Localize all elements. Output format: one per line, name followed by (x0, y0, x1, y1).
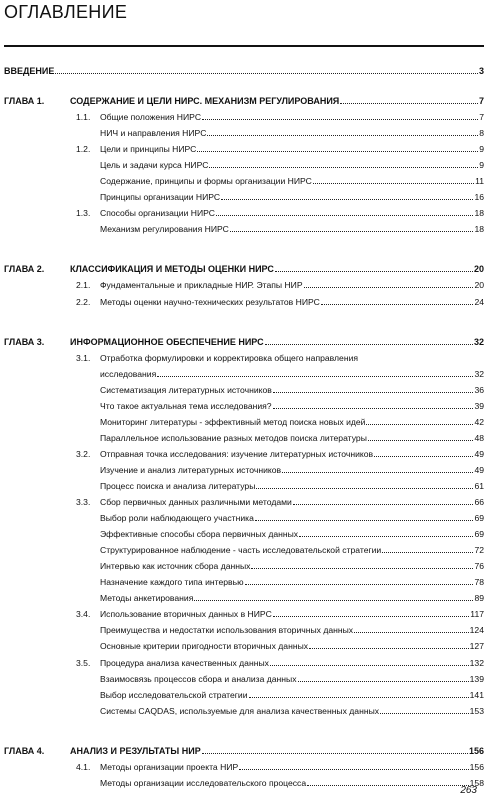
dot-leader (221, 197, 473, 200)
toc-entry-section-text: Способы организации НИРС (100, 208, 215, 219)
toc-entry-section-text: Преимущества и недостатки использования вторичных данных (100, 625, 354, 636)
toc-entry-section-text: Фундаментальные и прикладные НИР. Этапы НИР (100, 280, 303, 291)
toc-entry-section-page: 42 (474, 416, 484, 427)
dot-leader (207, 133, 478, 136)
toc-entry-section-page: 158 (469, 777, 484, 788)
dot-leader (299, 534, 473, 537)
toc-entry-section-page: 48 (474, 432, 484, 443)
toc-entry-section-text: исследования (100, 368, 157, 379)
toc-entry-section[interactable] (100, 513, 484, 523)
chapter-label: ГЛАВА 2. (4, 264, 45, 275)
toc-entry-section[interactable] (100, 545, 484, 555)
dot-leader (282, 470, 473, 473)
toc-entry-section[interactable] (100, 401, 484, 411)
toc-entry-text-line: Отработка формулировки и корректировка общего направления (100, 352, 359, 363)
toc-entry-section-page: 89 (474, 593, 484, 604)
dot-leader (340, 101, 478, 104)
dot-leader (245, 582, 474, 585)
toc-entry-section[interactable] (100, 280, 484, 290)
toc-entry-chapter[interactable] (70, 746, 484, 756)
toc-entry-section[interactable] (100, 369, 484, 379)
dot-leader (202, 751, 468, 754)
section-number: 3.1. (76, 352, 91, 363)
section-number: 3.3. (76, 497, 91, 507)
toc-entry-chapter-page: 32 (473, 336, 484, 347)
toc-entry-section[interactable] (100, 762, 484, 772)
toc-entry-chapter-page: 20 (473, 264, 484, 275)
dot-leader (366, 422, 473, 425)
toc-entry-section[interactable] (100, 609, 484, 619)
toc-entry-section-page: 49 (474, 464, 484, 475)
toc-entry-introduction[interactable] (4, 66, 484, 76)
toc-entry-chapter-page: 7 (478, 96, 484, 106)
toc-entry-section[interactable] (100, 529, 484, 539)
toc-entry-section-page: 69 (474, 529, 484, 540)
dot-leader (255, 518, 474, 521)
toc-entry-section-page: 9 (479, 160, 484, 171)
toc-entry-section-page: 124 (469, 625, 484, 636)
toc-entry-section[interactable] (100, 690, 484, 700)
toc-entry-chapter-text: КЛАССИФИКАЦИЯ И МЕТОДЫ ОЦЕНКИ НИРС (70, 264, 274, 275)
toc-entry-section-text: Отправная точка исследования: изучение литературных источников (100, 448, 374, 459)
toc-entry-chapter-text: ИНФОРМАЦИОННОЕ ОБЕСПЕЧЕНИЕ НИРС (70, 336, 264, 347)
toc-entry-section-page: 139 (469, 673, 484, 684)
dot-leader (374, 454, 473, 457)
toc-entry-section-page: 132 (469, 657, 484, 668)
toc-entry-section-text: Процесс поиска и анализа литературы (100, 480, 256, 491)
toc-entry-section-text: Процедура анализа качественных данных (100, 657, 269, 668)
toc-entry-section[interactable] (100, 385, 484, 395)
toc-entry-section-page: 156 (469, 761, 484, 772)
toc-entry-section[interactable] (100, 208, 484, 218)
toc-entry-section-text: Назначение каждого типа интервью (100, 577, 244, 588)
section-number: 1.2. (76, 144, 91, 155)
dot-leader (275, 269, 473, 272)
toc-entry-section[interactable] (100, 706, 484, 716)
toc-entry-section-page: 117 (470, 609, 484, 620)
toc-entry-section-text: Выбор роли наблюдающего участника (100, 513, 254, 524)
toc-entry-section-text: Содержание, принципы и формы организации НИРС (100, 176, 312, 187)
toc-entry-section[interactable] (100, 417, 484, 427)
dot-leader (157, 374, 473, 377)
toc-entry-section-text: Интервью как источник сбора данных (100, 561, 251, 572)
chapter-label: ГЛАВА 1. (4, 96, 45, 106)
section-number: 3.5. (76, 657, 91, 668)
dot-leader (273, 614, 470, 617)
section-number: 2.2. (76, 296, 91, 307)
toc-entry-chapter-page: 156 (468, 745, 484, 756)
toc-entry-section-page: 61 (474, 480, 484, 491)
dot-leader (293, 502, 474, 505)
section-number: 4.1. (76, 761, 91, 772)
toc-entry-section-text: Эффективные способы сбора первичных данных (100, 529, 299, 540)
section-number: 1.3. (76, 208, 91, 219)
toc-entry-section[interactable] (100, 192, 484, 202)
toc-entry-section[interactable] (100, 144, 484, 154)
toc-entry-section[interactable] (100, 481, 484, 491)
toc-entry-section-text: Параллельное использование разных методов поиска литературы (100, 432, 367, 443)
dot-leader (321, 302, 474, 305)
dot-leader (251, 566, 473, 569)
section-number: 3.2. (76, 448, 91, 459)
toc-entry-section-page: 16 (474, 192, 484, 203)
section-number: 1.1. (76, 112, 91, 123)
dot-leader (354, 630, 469, 633)
dot-leader (309, 646, 469, 649)
toc-entry-section-page: 20 (474, 280, 484, 291)
toc-entry-section[interactable] (100, 577, 484, 587)
toc-entry-section-text: Методы организации проекта НИР (100, 761, 239, 772)
dot-leader (380, 711, 469, 714)
toc-entry-section-page: 8 (479, 128, 484, 139)
toc-entry-section-page: 18 (474, 224, 484, 235)
toc-entry-section-text: Общие положения НИРС (100, 112, 202, 123)
section-number: 3.4. (76, 609, 91, 620)
toc-entry-chapter[interactable] (70, 337, 484, 347)
toc-entry-section[interactable] (100, 224, 484, 234)
toc-entry-section[interactable] (100, 465, 484, 475)
toc-entry-section-text: Использование вторичных данных в НИРС (100, 609, 272, 620)
toc-entry-section[interactable] (100, 433, 484, 443)
toc-entry-section[interactable] (100, 674, 484, 684)
toc-entry-section-page: 36 (474, 384, 484, 395)
dot-leader (239, 767, 468, 770)
toc-entry-section-text: Методы анкетирования (100, 593, 194, 604)
toc-entry-section-page: 69 (474, 513, 484, 524)
dot-leader (265, 342, 473, 345)
toc-entry-section-page: 24 (474, 296, 484, 307)
toc-entry-section-page: 39 (474, 400, 484, 411)
toc-entry-section-text: Структурированное наблюдение - часть исследовательской стратегии (100, 545, 382, 556)
toc-entry-chapter[interactable] (70, 96, 484, 106)
toc-entry-chapter[interactable] (70, 264, 484, 274)
toc-entry-section-text: Мониторинг литературы - эффективный метод поиска новых идей (100, 416, 366, 427)
toc-entry-section[interactable] (100, 449, 484, 459)
toc-entry-section-page: 76 (474, 561, 484, 572)
toc-entry-section-text: Механизм регулирования НИРС (100, 224, 229, 235)
toc-entry-introduction-page: 3 (478, 66, 484, 76)
toc-entry-section-text: Системы CAQDAS, используемые для анализа качественных данных (100, 705, 380, 716)
dot-leader (194, 598, 473, 601)
toc-entry-section-page: 153 (469, 705, 484, 716)
dot-leader (216, 213, 473, 216)
dot-leader (230, 229, 474, 232)
dot-leader (273, 390, 474, 393)
toc-entry-section[interactable] (100, 176, 484, 186)
toc-entry-section-text: Цели и принципы НИРС (100, 144, 197, 155)
toc-entry-section-text: Изучение и анализ литературных источников (100, 464, 282, 475)
toc-entry-section-page: 78 (474, 577, 484, 588)
dot-leader (270, 663, 469, 666)
dot-leader (313, 181, 474, 184)
toc-entry-section-page: 49 (474, 448, 484, 459)
toc-entry-section-page: 18 (474, 208, 484, 219)
toc-entry-section[interactable] (100, 561, 484, 571)
toc-entry-section-page: 127 (469, 641, 484, 652)
toc-entry-section-page: 72 (474, 545, 484, 556)
toc-entry-section-page: 9 (479, 144, 484, 155)
toc-entry-section-page: 66 (474, 497, 484, 507)
toc-entry-section[interactable] (100, 778, 484, 788)
toc-entry-introduction-text: ВВЕДЕНИЕ (4, 66, 55, 76)
toc-entry-section-text: Принципы организации НИРС (100, 192, 221, 203)
toc-entry-section-text: Цель и задачи курса НИРС (100, 160, 209, 171)
dot-leader (304, 285, 474, 288)
toc-entry-section-page: 32 (474, 368, 484, 379)
toc-entry-section[interactable] (100, 658, 484, 668)
section-number: 2.1. (76, 280, 91, 291)
chapter-label: ГЛАВА 4. (4, 745, 45, 756)
dot-leader (55, 71, 478, 74)
toc-entry-section[interactable] (100, 112, 484, 122)
toc-entry-section[interactable] (100, 128, 484, 138)
toc-entry-section-text: Что такое актуальная тема исследования? (100, 400, 272, 411)
dot-leader (202, 117, 478, 120)
dot-leader (298, 679, 469, 682)
dot-leader (273, 406, 474, 409)
dot-leader (256, 486, 473, 489)
toc-entry-section-page: 11 (475, 176, 484, 187)
toc-entry-section[interactable] (100, 160, 484, 170)
toc-entry-section-text: Методы организации исследовательского процесса (100, 777, 307, 788)
dot-leader (197, 149, 478, 152)
dot-leader (382, 550, 473, 553)
toc-entry-section-page: 7 (479, 112, 484, 123)
toc-entry-section-text: НИЧ и направления НИРС (100, 128, 207, 139)
page-number: 263 (460, 785, 477, 796)
toc-entry-section-text: Взаимосвязь процессов сбора и анализа данных (100, 673, 297, 684)
toc-entry-section-text: Сбор первичных данных различными методами (100, 497, 292, 507)
toc-entry-chapter-text: СОДЕРЖАНИЕ И ЦЕЛИ НИРС. МЕХАНИЗМ РЕГУЛИРОВАНИЯ (70, 96, 340, 106)
dot-leader (209, 165, 478, 168)
dot-leader (249, 695, 469, 698)
dot-leader (368, 438, 474, 441)
page-title: ОГЛАВЛЕНИЕ (4, 2, 128, 22)
toc-entry-section-text: Методы оценки научно-технических результатов НИРС (100, 296, 320, 307)
toc-entry-section-text: Выбор исследовательской стратегии (100, 689, 248, 700)
dot-leader (307, 783, 469, 786)
toc-entry-section[interactable] (100, 593, 484, 603)
toc-entry-section[interactable] (100, 641, 484, 651)
chapter-label: ГЛАВА 3. (4, 336, 45, 347)
toc-entry-section[interactable] (100, 625, 484, 635)
toc-entry-section-page: 141 (469, 689, 484, 700)
toc-entry-section[interactable] (100, 297, 484, 307)
toc-entry-section-text: Основные критерии пригодности вторичных данных (100, 641, 309, 652)
toc-entry-chapter-text: АНАЛИЗ И РЕЗУЛЬТАТЫ НИР (70, 745, 201, 756)
toc-entry-section[interactable] (100, 497, 484, 507)
toc-entry-section-text: Систематизация литературных источников (100, 384, 272, 395)
